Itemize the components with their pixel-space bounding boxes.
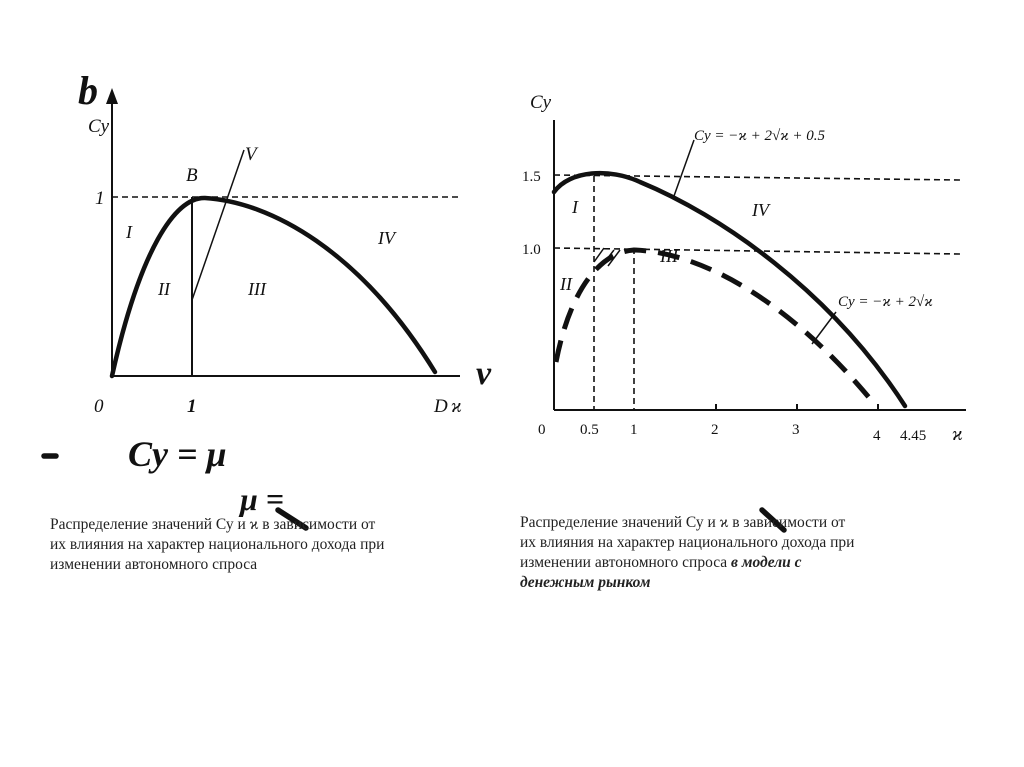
right-x-tick-0: 0	[538, 422, 546, 438]
right-region-1: I	[572, 197, 578, 217]
left-region-1: I	[126, 222, 132, 242]
left-region-3: III	[248, 279, 266, 299]
handwritten-b: b	[78, 68, 98, 113]
right-x-tick-2: 2	[711, 422, 719, 438]
right-formula-upper: Cy = −ϰ + 2√ϰ + 0.5	[694, 128, 825, 144]
left-y-arrow	[106, 88, 118, 104]
right-x-tick-4: 4	[873, 428, 881, 444]
left-y-axis-label: Cy	[88, 116, 110, 137]
right-x-tick-1: 1	[630, 422, 638, 438]
left-point-label: B	[186, 165, 198, 186]
right-x-tick-05: 0.5	[580, 422, 599, 438]
left-region-4: IV	[378, 228, 395, 248]
caption-right-emphasis: в модели с денежным рынком	[520, 554, 802, 591]
left-line-label: V	[245, 144, 257, 165]
right-y-axis-label: Cy	[530, 92, 552, 113]
right-chart	[522, 92, 966, 445]
left-x-tick-1: 1	[187, 396, 197, 417]
handwritten-mu: μ =	[240, 481, 285, 517]
right-x-tick-445: 4.45	[900, 428, 927, 444]
right-formula-lower: Cy = −ϰ + 2√ϰ	[838, 294, 933, 310]
pointer-lower	[812, 312, 836, 344]
caption-left: Распределение значений Су и ϰ в зависимости от их влияния на характер национального дохода при изменении автономного спроса	[50, 516, 385, 573]
handwritten-notes	[44, 68, 784, 530]
caption-right	[520, 513, 960, 593]
right-y-tick-10: 1.0	[522, 242, 541, 258]
pointer-upper	[674, 140, 694, 196]
caption-right-main: Распределение значений Су и ϰ в зависимости от их влияния на характер национального дохода при изменении автономного спроса	[520, 514, 855, 571]
right-y-tick-15: 1.5	[522, 169, 541, 185]
right-curve-upper	[554, 173, 905, 406]
right-curve-lower	[556, 250, 876, 406]
left-x-tick-0: 0	[94, 396, 104, 417]
left-x-axis-label: ϰ	[451, 396, 462, 417]
right-x-axis-label: ϰ	[952, 424, 963, 445]
right-region-3: III	[660, 246, 678, 266]
right-region-4: IV	[752, 200, 769, 220]
left-chart	[88, 88, 462, 417]
handwritten-nu: ν	[476, 355, 492, 392]
left-region-2: II	[158, 279, 170, 299]
right-region-2: II	[560, 274, 572, 294]
left-x-tick-d: D	[434, 396, 448, 417]
left-y-tick: 1	[95, 188, 105, 209]
right-x-tick-3: 3	[792, 422, 800, 438]
handwritten-formula: Cy = μ	[128, 434, 227, 474]
left-line-v	[192, 150, 244, 300]
